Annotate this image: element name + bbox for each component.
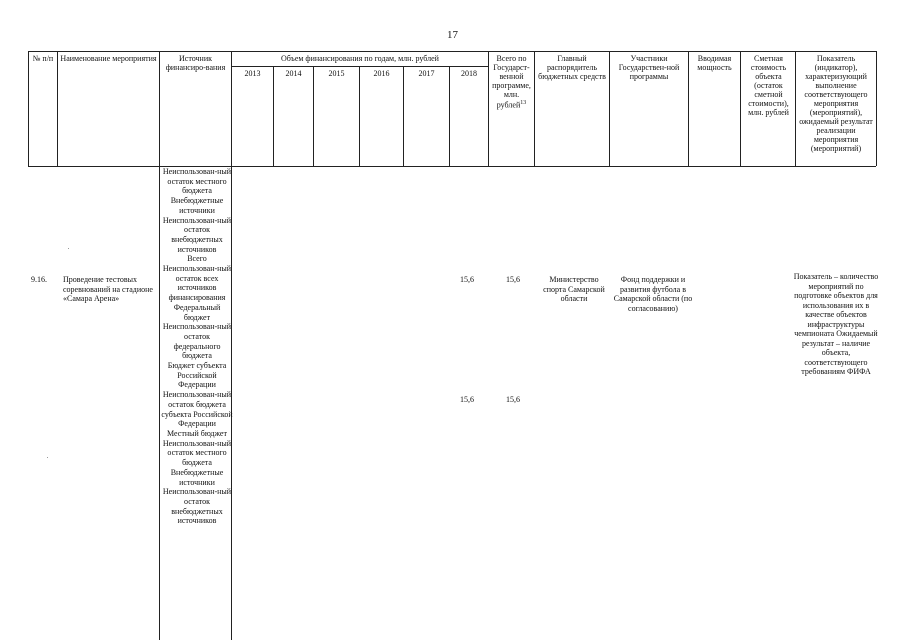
value-2018-regional: 15,6 <box>460 395 474 404</box>
row-name: Проведение тестовых соревнований на стадионе «Самара Арена» <box>63 275 153 303</box>
source-item: Местный бюджет <box>167 428 227 438</box>
header-year: 2017 <box>418 69 435 78</box>
page-number: 17 <box>447 29 458 41</box>
header-name: Наименование мероприятия <box>60 54 157 63</box>
header-source: Источник финансиро-вания <box>165 54 226 72</box>
scan-speck <box>47 457 48 458</box>
header-year: 2013 <box>244 69 261 78</box>
source-item: Внебюджетные источники <box>170 196 224 215</box>
row-participants: Фонд поддержки и развития футбола в Самарской области (по согласованию) <box>613 275 693 313</box>
source-item: Неиспользован-ный остаток федерального бюджета <box>162 322 232 361</box>
source-item: Бюджет субъекта Российской Федерации <box>167 361 227 390</box>
source-item: Неиспользован-ный остаток внебюджетных источников <box>162 215 232 254</box>
value-2018-total: 15,6 <box>460 275 474 284</box>
value-program-regional: 15,6 <box>506 395 520 404</box>
header-total-footnote: 13 <box>520 100 527 106</box>
source-item: Федеральный бюджет <box>173 302 221 322</box>
header-cost: Сметная стоимость объекта (остаток сметной стоимости), млн. рублей <box>748 54 789 117</box>
source-list <box>160 167 234 526</box>
header-manager: Главный распорядитель бюджетных средств <box>538 54 606 81</box>
source-item: Неиспользован-ный остаток местного бюджета <box>162 438 232 468</box>
value-program-total: 15,6 <box>506 275 520 284</box>
header-year: 2016 <box>373 69 390 78</box>
row-manager: Министерство спорта Самарской области <box>543 275 605 303</box>
row-number: 9.16. <box>31 275 47 284</box>
source-item: Внебюджетные источники <box>170 467 224 487</box>
header-funding-group: Объем финансирования по годам, млн. рублей <box>281 54 439 63</box>
header-num: № п/п <box>32 54 54 63</box>
source-item: Неиспользован-ный остаток всех источников финансирования <box>162 264 232 303</box>
header-participants: Участники Государствен-ной программы <box>618 54 680 81</box>
source-item: Неиспользован-ный остаток внебюджетных источников <box>162 487 232 526</box>
row-indicator: Показатель – количество мероприятий по подготовке объектов для использования их в качестве объектов инфраструктуры чемпионата Ожидаемый результат – наличие объекта, соответствующего требованиям ФИФА <box>793 272 879 376</box>
header-indicator: Показатель (индикатор), характеризующий выполнение соответствующего мероприятия (мероприятий), ожидаемый результат реализации мероприятия (мероприятий) <box>799 54 873 153</box>
header-total-text: Всего по Государст-венной программе, млн. рублей <box>492 54 531 110</box>
header-year: 2015 <box>328 69 345 78</box>
source-item: Всего <box>187 254 207 264</box>
header-year: 2018 <box>461 69 477 78</box>
header-year: 2014 <box>285 69 302 78</box>
source-item: Неиспользован-ный остаток местного бюджета <box>162 167 232 196</box>
source-item: Неиспользован-ный остаток бюджета субъекта Российской Федерации <box>161 390 233 429</box>
scan-speck <box>68 248 69 249</box>
header-total <box>489 54 534 110</box>
header-capacity: Вводимая мощность <box>697 54 732 72</box>
